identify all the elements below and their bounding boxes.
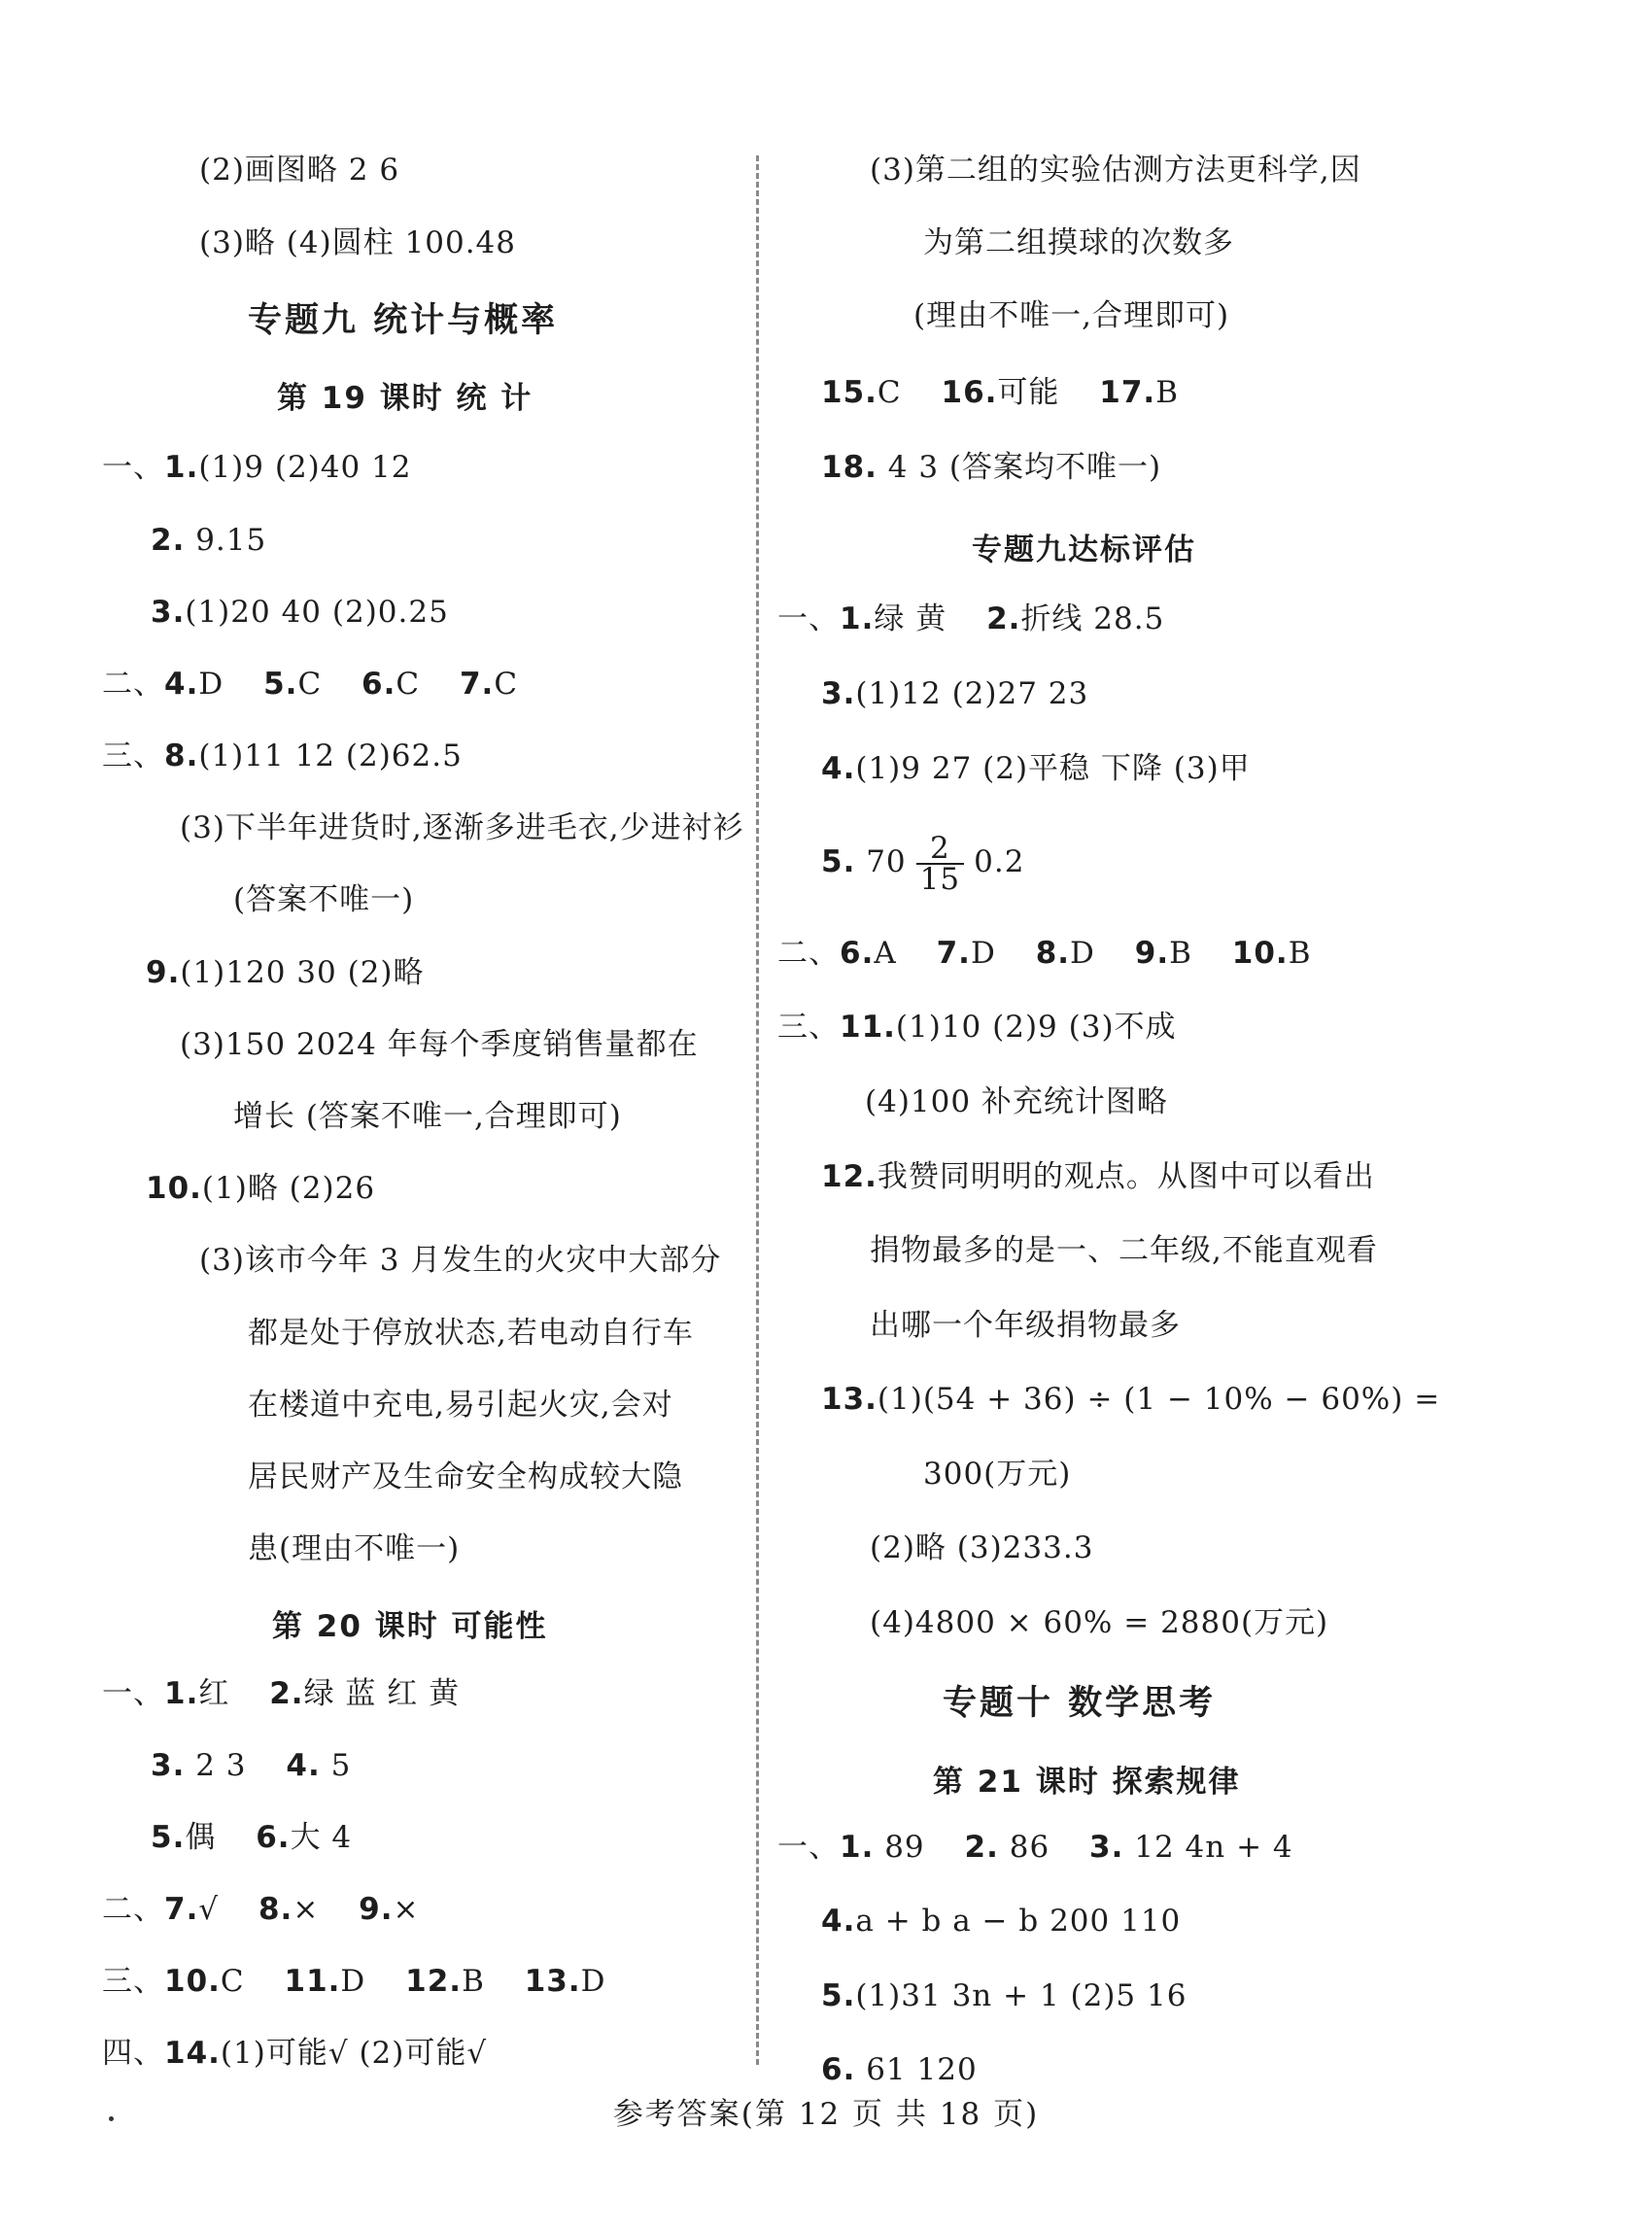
answer-text: (1)略 (2)26 bbox=[201, 1171, 376, 1206]
question-number: 9. bbox=[146, 955, 181, 990]
fraction-denominator: 15 bbox=[919, 861, 961, 897]
answer-line bbox=[102, 1962, 605, 2001]
question-number: 8. bbox=[1035, 936, 1071, 971]
answer-line: 捐物最多的是一、二年级,不能直观看 bbox=[870, 1233, 1378, 1268]
question-number: 1. bbox=[840, 601, 875, 636]
section-number: 二、 bbox=[777, 936, 840, 971]
answer-line: (4)100 补充统计图略 bbox=[865, 1084, 1168, 1119]
question-number: 6. bbox=[256, 1820, 291, 1855]
answer-text: (1)10 (2)9 (3)不成 bbox=[895, 1010, 1177, 1045]
question-number: 2. bbox=[986, 601, 1021, 636]
answer-text: 2 3 bbox=[185, 1748, 258, 1783]
answer-text: C bbox=[877, 375, 912, 410]
question-number: 7. bbox=[936, 936, 971, 971]
answer-text: A bbox=[874, 936, 908, 971]
question-number: 5. bbox=[263, 667, 298, 702]
question-number: 11. bbox=[840, 1010, 896, 1045]
answer-text: (1)(54 + 36) ÷ (1 − 10% − 60%) = bbox=[877, 1382, 1441, 1417]
answer-line bbox=[151, 521, 266, 560]
answer-line: (3)略 (4)圆柱 100.48 bbox=[199, 225, 517, 260]
answer-line bbox=[146, 1169, 375, 1208]
answer-line: 患(理由不唯一) bbox=[248, 1531, 461, 1566]
answer-text: 红 bbox=[198, 1676, 241, 1711]
answer-text: 9.15 bbox=[185, 523, 267, 558]
question-number: 9. bbox=[359, 1892, 394, 1927]
answer-text: 折线 28.5 bbox=[1020, 601, 1165, 636]
answer-line bbox=[821, 448, 1161, 487]
answer-text: (1)31 3n + 1 (2)5 16 bbox=[855, 1978, 1187, 2013]
answer-line bbox=[821, 1902, 1181, 1940]
answer-line: (3)150 2024 年每个季度销售量都在 bbox=[180, 1027, 699, 1062]
answer-line: (3)该市今年 3 月发生的火灾中大部分 bbox=[199, 1243, 722, 1278]
answer-text: 0.2 bbox=[974, 844, 1025, 879]
answer-line: 增长 (答案不唯一,合理即可) bbox=[233, 1099, 622, 1134]
answer-text: (1)9 27 (2)平稳 下降 (3)甲 bbox=[855, 751, 1251, 786]
answer-line: (理由不唯一,合理即可) bbox=[913, 298, 1230, 333]
question-number: 5. bbox=[821, 1978, 856, 2013]
question-number: 10. bbox=[1231, 936, 1289, 971]
answer-line: 在楼道中充电,易引起火灾,会对 bbox=[248, 1388, 673, 1423]
topic-heading: 专题九 统计与概率 bbox=[248, 301, 559, 340]
answer-line: (2)画图略 2 6 bbox=[199, 153, 400, 188]
question-number: 3. bbox=[151, 1748, 186, 1783]
answer-text: 大 4 bbox=[290, 1820, 353, 1855]
answer-line bbox=[151, 1818, 352, 1857]
answer-text: (1)可能√ (2)可能√ bbox=[220, 2036, 488, 2071]
answer-line bbox=[821, 674, 1088, 713]
question-number: 17. bbox=[1099, 375, 1156, 410]
answer-text: 4 3 (答案均不唯一) bbox=[877, 450, 1162, 485]
answer-text: 89 bbox=[874, 1830, 936, 1865]
assessment-heading: 专题九达标评估 bbox=[972, 532, 1196, 567]
section-number: 一、 bbox=[102, 1676, 164, 1711]
answer-text: D bbox=[1070, 936, 1106, 971]
answer-line: 居民财产及生命安全构成较大隐 bbox=[248, 1459, 683, 1494]
answer-line bbox=[821, 749, 1251, 788]
question-number: 16. bbox=[941, 375, 998, 410]
answer-text: 偶 bbox=[185, 1820, 227, 1855]
question-number: 11. bbox=[284, 1964, 341, 1999]
question-number: 6. bbox=[840, 936, 875, 971]
answer-text: × bbox=[393, 1892, 420, 1927]
answer-text: D bbox=[340, 1964, 377, 1999]
answer-text: 绿 黄 bbox=[874, 601, 958, 636]
section-number: 三、 bbox=[777, 1010, 840, 1045]
answer-line bbox=[777, 1008, 1177, 1047]
answer-line: (3)第二组的实验估测方法更科学,因 bbox=[870, 153, 1361, 188]
fraction-numerator: 2 bbox=[916, 834, 964, 865]
answer-line bbox=[821, 1380, 1440, 1419]
question-number: 3. bbox=[1089, 1830, 1124, 1865]
question-number: 18. bbox=[821, 450, 878, 485]
column-divider bbox=[756, 155, 759, 2065]
answer-text: (1)12 (2)27 23 bbox=[855, 676, 1089, 711]
section-number: 一、 bbox=[102, 450, 164, 485]
question-number: 3. bbox=[821, 676, 856, 711]
answer-text: (1)20 40 (2)0.25 bbox=[185, 595, 449, 630]
answer-line: (3)下半年进货时,逐渐多进毛衣,少进衬衫 bbox=[180, 810, 744, 845]
answer-line: 都是处于停放状态,若电动自行车 bbox=[248, 1316, 694, 1351]
question-number: 4. bbox=[821, 1904, 856, 1939]
answer-text: 61 120 bbox=[855, 2052, 978, 2087]
answer-text: C bbox=[220, 1964, 256, 1999]
answer-line: 300(万元) bbox=[923, 1457, 1072, 1492]
section-number: 四、 bbox=[102, 2036, 164, 2071]
question-number: 9. bbox=[1134, 936, 1170, 971]
answer-text: 我赞同明明的观点。从图中可以看出 bbox=[877, 1159, 1375, 1194]
lesson-heading: 第 20 课时 可能性 bbox=[272, 1609, 548, 1644]
answer-line: (2)略 (3)233.3 bbox=[870, 1530, 1094, 1565]
question-number: 14. bbox=[164, 2036, 221, 2071]
answer-line bbox=[777, 600, 1164, 638]
answer-line bbox=[151, 593, 449, 632]
answer-line: 为第二组摸球的次数多 bbox=[923, 225, 1234, 260]
page-footer: 参考答案(第 12 页 共 18 页) bbox=[612, 2097, 1040, 2132]
answer-line bbox=[821, 1157, 1375, 1196]
answer-text: C bbox=[494, 667, 519, 702]
answer-text: √ bbox=[198, 1892, 229, 1927]
answer-line bbox=[821, 2050, 978, 2089]
question-number: 7. bbox=[164, 1892, 199, 1927]
answer-line bbox=[102, 2034, 487, 2073]
question-number: 4. bbox=[821, 751, 856, 786]
answer-line bbox=[102, 737, 463, 775]
answer-line bbox=[102, 1890, 420, 1929]
fraction bbox=[916, 830, 964, 897]
question-number: 1. bbox=[164, 1676, 199, 1711]
section-number: 三、 bbox=[102, 738, 164, 773]
answer-text: D bbox=[198, 667, 235, 702]
answer-text: 70 bbox=[855, 844, 907, 879]
question-number: 12. bbox=[405, 1964, 463, 1999]
lesson-heading: 第 19 课时 统 计 bbox=[277, 381, 533, 416]
question-number: 6. bbox=[361, 667, 396, 702]
answer-line bbox=[102, 1674, 460, 1713]
question-number: 1. bbox=[164, 450, 199, 485]
answer-text: B bbox=[1155, 375, 1179, 410]
question-number: 4. bbox=[286, 1748, 321, 1783]
answer-line bbox=[821, 373, 1179, 412]
answer-line bbox=[102, 665, 518, 704]
question-number: 5. bbox=[821, 844, 856, 879]
answer-text: B bbox=[1288, 936, 1312, 971]
question-number: 4. bbox=[164, 667, 199, 702]
question-number: 15. bbox=[821, 375, 878, 410]
question-number: 10. bbox=[146, 1171, 202, 1206]
answer-line: (答案不唯一) bbox=[233, 882, 415, 917]
answer-text: 绿 蓝 红 黄 bbox=[303, 1676, 461, 1711]
answer-text: C bbox=[396, 667, 430, 702]
answer-text: 5 bbox=[320, 1748, 352, 1783]
question-number: 7. bbox=[459, 667, 495, 702]
answer-line: 出哪一个年级捐物最多 bbox=[870, 1308, 1181, 1343]
question-number: 2. bbox=[964, 1830, 999, 1865]
answer-text: a + b a − b 200 110 bbox=[855, 1904, 1182, 1939]
question-number: 2. bbox=[151, 523, 186, 558]
lesson-heading: 第 21 课时 探索规律 bbox=[933, 1765, 1241, 1800]
question-number: 3. bbox=[151, 595, 186, 630]
answer-line bbox=[777, 1828, 1293, 1867]
answer-line bbox=[821, 830, 1025, 897]
answer-line bbox=[146, 953, 425, 992]
answer-line bbox=[821, 1976, 1187, 2015]
answer-text: 可能 bbox=[997, 375, 1071, 410]
answer-text: 12 4n + 4 bbox=[1123, 1830, 1293, 1865]
question-number: 12. bbox=[821, 1159, 878, 1194]
answer-text: C bbox=[297, 667, 333, 702]
answer-line bbox=[102, 448, 412, 487]
answer-text: B bbox=[462, 1964, 496, 1999]
answer-text: (1)120 30 (2)略 bbox=[180, 955, 425, 990]
answer-text: 86 bbox=[998, 1830, 1061, 1865]
answer-text: × bbox=[293, 1892, 330, 1927]
question-number: 2. bbox=[269, 1676, 304, 1711]
section-number: 三、 bbox=[102, 1964, 164, 1999]
section-number: 二、 bbox=[102, 1892, 164, 1927]
question-number: 13. bbox=[524, 1964, 581, 1999]
question-number: 1. bbox=[840, 1830, 875, 1865]
topic-heading: 专题十 数学思考 bbox=[943, 1684, 1217, 1723]
print-dot bbox=[109, 2116, 114, 2121]
answer-line bbox=[777, 934, 1311, 973]
answer-text: (1)11 12 (2)62.5 bbox=[198, 738, 463, 773]
answer-text: (1)9 (2)40 12 bbox=[198, 450, 412, 485]
section-number: 一、 bbox=[777, 601, 840, 636]
question-number: 8. bbox=[164, 738, 199, 773]
question-number: 10. bbox=[164, 1964, 221, 1999]
answer-line bbox=[151, 1746, 351, 1785]
question-number: 13. bbox=[821, 1382, 878, 1417]
answer-text: D bbox=[970, 936, 1007, 971]
answer-text: D bbox=[580, 1964, 606, 1999]
answer-line: (4)4800 × 60% = 2880(万元) bbox=[870, 1605, 1329, 1640]
question-number: 6. bbox=[821, 2052, 856, 2087]
question-number: 5. bbox=[151, 1820, 186, 1855]
section-number: 一、 bbox=[777, 1830, 840, 1865]
question-number: 8. bbox=[258, 1892, 293, 1927]
section-number: 二、 bbox=[102, 667, 164, 702]
answer-text: B bbox=[1169, 936, 1203, 971]
